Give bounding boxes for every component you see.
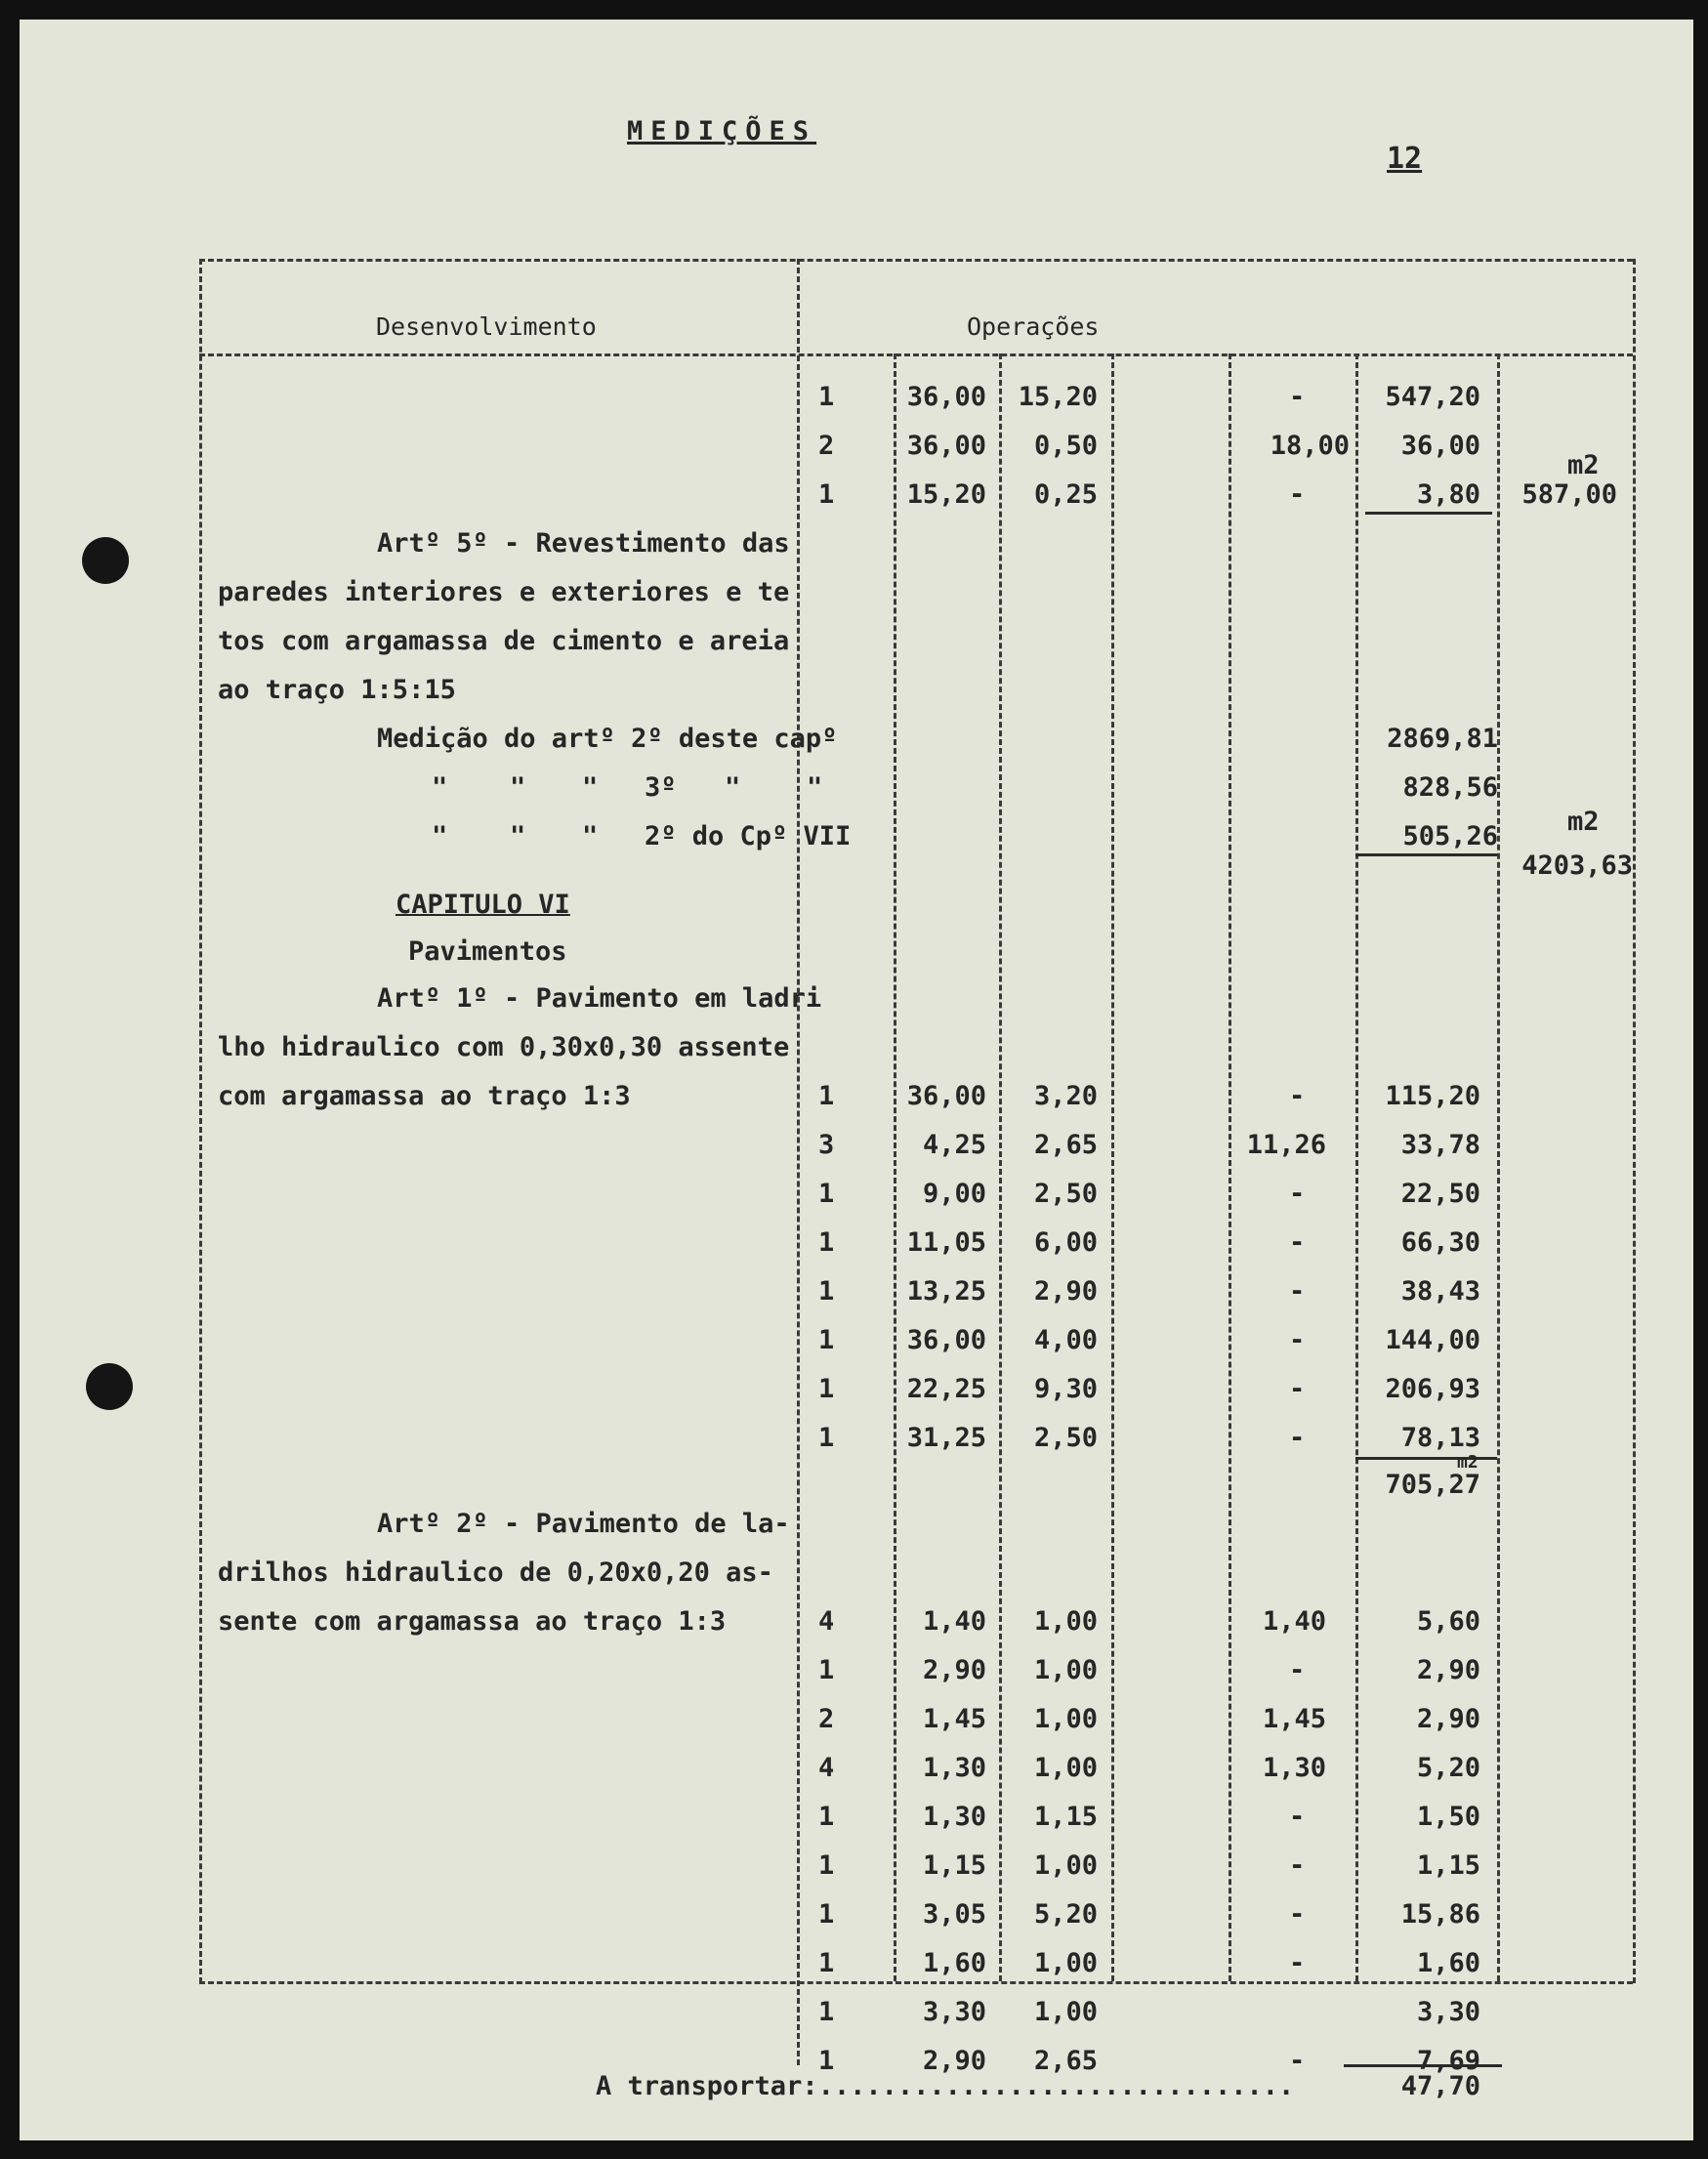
table-cell: 144,00: [1385, 1325, 1480, 1355]
table-cell: 33,78: [1400, 1130, 1480, 1160]
article-text: lho hidraulico com 0,30x0,30 assente: [218, 1032, 790, 1062]
table-cell: -: [1289, 1423, 1306, 1453]
table-cell: 7,69: [1416, 2046, 1480, 2076]
table-cell: 3: [818, 1130, 835, 1160]
table-cell: 1,15: [922, 1850, 986, 1881]
reference-line: Medição do artº 2º deste capº: [377, 724, 838, 754]
table-cell: 1: [818, 2046, 835, 2076]
table-cell: 1,30: [922, 1753, 986, 1783]
table-top-border: [199, 259, 1633, 262]
table-cell: 2,90: [1416, 1655, 1480, 1685]
subtotal-line: [1355, 853, 1497, 856]
column-divider-main: [797, 259, 800, 2065]
table-cell: 115,20: [1385, 1081, 1480, 1111]
table-cell: -: [1289, 1374, 1306, 1404]
page-number: 12: [1387, 142, 1423, 176]
table-cell: 3,30: [922, 1997, 986, 2027]
table-cell: 1,00: [1033, 1948, 1098, 1978]
table-cell: 3,30: [1416, 1997, 1480, 2027]
table-cell: 206,93: [1385, 1374, 1480, 1404]
table-cell: 2,65: [1033, 2046, 1098, 2076]
table-cell: 1: [818, 1948, 835, 1978]
table-cell: 1: [818, 1423, 835, 1453]
column-divider-a: [894, 353, 896, 1981]
ditto-mark: ": [807, 772, 823, 803]
table-cell: 9,00: [922, 1179, 986, 1209]
table-cell: 2,50: [1033, 1179, 1098, 1209]
unit-label: m2: [1457, 1452, 1479, 1473]
article-text: Artº 1º - Pavimento em ladri: [377, 983, 822, 1014]
article-text: ao traço 1:5:15: [218, 675, 456, 705]
table-cell: 1,30: [1262, 1753, 1326, 1783]
table-cell: 1: [818, 1655, 835, 1685]
table-cell: 1,30: [922, 1802, 986, 1832]
table-cell: -: [1289, 1276, 1306, 1307]
table-cell: -: [1289, 1081, 1306, 1111]
ditto-mark: ": [725, 772, 741, 803]
table-cell: 5,20: [1416, 1753, 1480, 1783]
table-cell: 2,90: [922, 1655, 986, 1685]
table-cell: 1,00: [1033, 1606, 1098, 1637]
table-row: 547,20: [1385, 382, 1480, 412]
table-cell: 2,90: [922, 2046, 986, 2076]
ditto-mark: ": [510, 821, 526, 851]
column-divider-c: [1111, 353, 1114, 1981]
table-right-border: [1633, 259, 1636, 1983]
punch-hole-top: [82, 537, 129, 584]
table-cell: 1,00: [1033, 1753, 1098, 1783]
table-row: 36,00: [906, 382, 986, 412]
table-cell: 22,25: [906, 1374, 986, 1404]
table-cell: 5,60: [1416, 1606, 1480, 1637]
reference-value: 828,56: [1402, 772, 1498, 803]
table-bottom-border: [199, 1981, 1633, 1984]
table-cell: 5,20: [1033, 1899, 1098, 1930]
table-cell: 1,00: [1033, 1997, 1098, 2027]
table-cell: 3,05: [922, 1899, 986, 1930]
table-cell: 1,00: [1033, 1850, 1098, 1881]
table-cell: 2: [818, 1704, 835, 1734]
table-row: 0,25: [1033, 479, 1098, 510]
transport-label-text: A transportar:: [596, 2071, 818, 2101]
column-divider-e: [1355, 353, 1358, 1981]
reference-value: 2869,81: [1387, 724, 1498, 754]
header-desenvolvimento: Desenvolvimento: [376, 312, 597, 341]
table-cell: -: [1289, 1899, 1306, 1930]
table-row: 2: [818, 431, 835, 461]
table-cell: 4,25: [922, 1130, 986, 1160]
article-text: com argamassa ao traço 1:3: [218, 1081, 631, 1111]
table-cell: -: [1289, 1850, 1306, 1881]
table-cell: 1,00: [1033, 1704, 1098, 1734]
transport-label: [596, 2070, 1294, 2103]
table-cell: 1: [818, 1374, 835, 1404]
table-cell: 1,45: [1262, 1704, 1326, 1734]
table-row: 1: [818, 479, 835, 510]
table-cell: -: [1289, 1948, 1306, 1978]
table-cell: 1,40: [922, 1606, 986, 1637]
table-cell: 1: [818, 1802, 835, 1832]
table-cell: 1,45: [922, 1704, 986, 1734]
column-divider-f: [1497, 353, 1500, 1981]
table-cell: 38,43: [1400, 1276, 1480, 1307]
table-row: 15,20: [1018, 382, 1098, 412]
total-value: 4203,63: [1521, 851, 1633, 881]
table-cell: -: [1289, 1227, 1306, 1258]
article-text: drilhos hidraulico de 0,20x0,20 as-: [218, 1557, 773, 1588]
column-divider-b: [999, 353, 1002, 1981]
table-cell: 2,90: [1416, 1704, 1480, 1734]
table-cell: 1: [818, 1081, 835, 1111]
column-divider-d: [1229, 353, 1231, 1981]
document-page: [20, 20, 1693, 2140]
table-cell: -: [1289, 1802, 1306, 1832]
table-cell: 78,13: [1400, 1423, 1480, 1453]
table-cell: -: [1289, 2046, 1306, 2076]
table-cell: -: [1289, 1179, 1306, 1209]
table-cell: -: [1289, 1325, 1306, 1355]
total-value: 587,00: [1521, 479, 1617, 510]
table-cell: 36,00: [906, 1325, 986, 1355]
table-row: 15,20: [906, 479, 986, 510]
table-cell: 1: [818, 1325, 835, 1355]
table-cell: 2,90: [1033, 1276, 1098, 1307]
final-total-line: [1344, 2064, 1502, 2067]
table-cell: 1,60: [922, 1948, 986, 1978]
table-cell: 1,15: [1416, 1850, 1480, 1881]
table-cell: 2,50: [1033, 1423, 1098, 1453]
table-cell: 1,40: [1262, 1606, 1326, 1637]
table-row: 36,00: [1400, 431, 1480, 461]
table-row: 0,50: [1033, 431, 1098, 461]
table-cell: -: [1289, 1655, 1306, 1685]
unit-label: m2: [1567, 450, 1600, 480]
table-cell: 1,00: [1033, 1655, 1098, 1685]
subtotal-line: [1365, 512, 1492, 515]
article-text: Artº 5º - Revestimento das: [377, 528, 790, 559]
article-text: Artº 2º - Pavimento de la-: [377, 1509, 790, 1539]
ditto-mark: ": [582, 772, 599, 803]
table-cell: 15,86: [1400, 1899, 1480, 1930]
table-cell: 1: [818, 1899, 835, 1930]
dot-leader: ..............................: [817, 2071, 1295, 2101]
table-row: 1: [818, 382, 835, 412]
table-cell: 1: [818, 1997, 835, 2027]
table-cell: 1: [818, 1276, 835, 1307]
table-row: 3,80: [1416, 479, 1480, 510]
reference-value: 505,26: [1402, 821, 1498, 851]
article-text: tos com argamassa de cimento e areia: [218, 626, 790, 656]
ditto-mark: ": [432, 821, 448, 851]
table-cell: 1,15: [1033, 1802, 1098, 1832]
table-row: 36,00: [906, 431, 986, 461]
article-text: paredes interiores e exteriores e te: [218, 577, 790, 607]
table-cell: 22,50: [1400, 1179, 1480, 1209]
table-cell: 1: [818, 1850, 835, 1881]
table-cell: 6,00: [1033, 1227, 1098, 1258]
page-title: MEDIÇÕES: [627, 116, 817, 146]
article-text: sente com argamassa ao traço 1:3: [218, 1606, 727, 1637]
table-cell: 1,50: [1416, 1802, 1480, 1832]
reference-number: 3º: [645, 772, 677, 803]
table-cell: 9,30: [1033, 1374, 1098, 1404]
table-cell: 3,20: [1033, 1081, 1098, 1111]
table-row: -: [1289, 479, 1306, 510]
ditto-mark: ": [432, 772, 448, 803]
table-cell: 36,00: [906, 1081, 986, 1111]
chapter-heading: CAPITULO VI: [396, 890, 570, 920]
punch-hole-bottom: [86, 1363, 133, 1410]
table-cell: 1: [818, 1179, 835, 1209]
table-row: 18,00: [1270, 431, 1350, 461]
table-cell: 1,60: [1416, 1948, 1480, 1978]
ditto-mark: ": [510, 772, 526, 803]
chapter-subheading: Pavimentos: [408, 936, 567, 967]
table-cell: 11,05: [906, 1227, 986, 1258]
table-header-divider: [199, 353, 1633, 356]
table-cell: 1: [818, 1227, 835, 1258]
reference-number: 2º do Cpº VII: [645, 821, 852, 851]
transport-total: 47,70: [1400, 2071, 1480, 2101]
table-cell: 2,65: [1033, 1130, 1098, 1160]
table-cell: 66,30: [1400, 1227, 1480, 1258]
table-cell: 13,25: [906, 1276, 986, 1307]
table-cell: 31,25: [906, 1423, 986, 1453]
table-row: -: [1289, 382, 1306, 412]
table-cell: 4,00: [1033, 1325, 1098, 1355]
table-cell: 11,26: [1246, 1130, 1326, 1160]
ditto-mark: ": [582, 821, 599, 851]
table-left-border: [199, 259, 202, 1983]
table-cell: 4: [818, 1606, 835, 1637]
table-cell: 4: [818, 1753, 835, 1783]
unit-label: m2: [1567, 807, 1600, 837]
header-operacoes: Operações: [967, 312, 1100, 341]
total-value: 705,27: [1385, 1470, 1480, 1500]
